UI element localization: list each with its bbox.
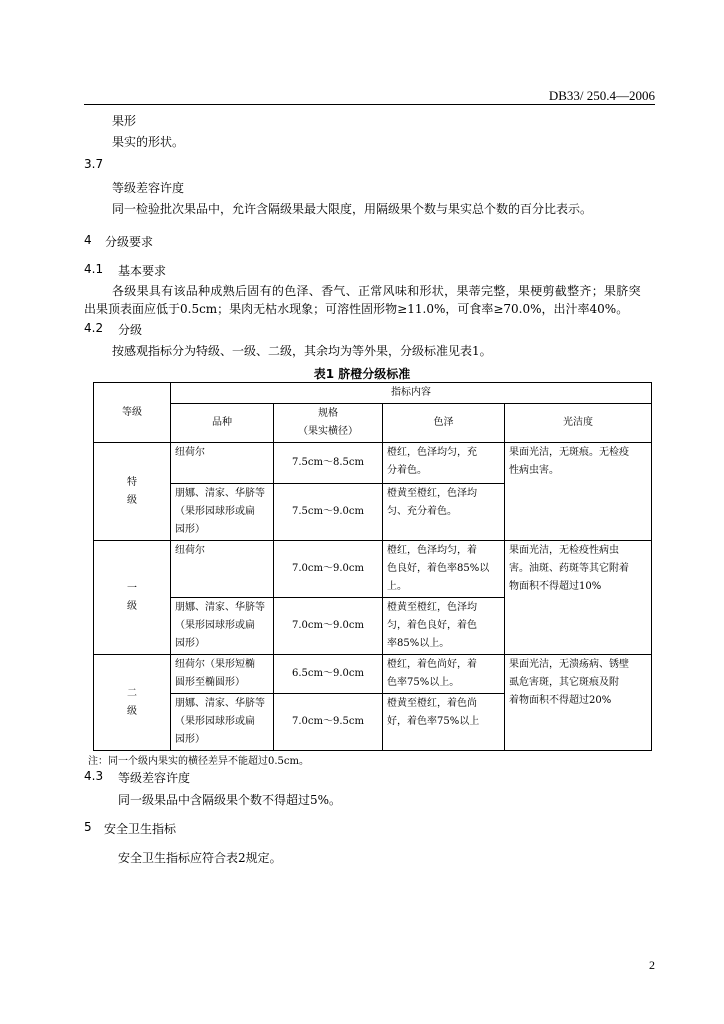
header-rule xyxy=(84,104,655,105)
section-4-3-title: 等级差容许度 xyxy=(118,771,191,785)
safety-paragraph: 安全卫生指标应符合表2规定。 xyxy=(118,851,282,865)
section-3-7-number: 3.7 xyxy=(84,157,104,171)
header-grade: 等级 xyxy=(94,383,171,443)
section-5-title: 安全卫生指标 xyxy=(104,822,177,836)
spec-cell: 7.5cm～9.0cm xyxy=(274,484,383,541)
variety-cell: 纽荷尔 xyxy=(171,541,274,598)
header-color: 色泽 xyxy=(383,404,505,443)
table-header-row-1 xyxy=(94,383,652,404)
color-cell: 橙黄至橙红，着色尚 好，着色率75%以上 xyxy=(383,694,505,751)
table-note: 注：同一个级内果实的横径差异不能超过0.5cm。 xyxy=(88,756,309,767)
header-spec: 规格 （果实横径） xyxy=(274,404,383,443)
spec-cell: 7.0cm～9.0cm xyxy=(274,541,383,598)
section-4-1-number: 4.1 xyxy=(84,262,104,276)
color-cell: 橙黄至橙红，色泽均 匀、充分着色。 xyxy=(383,484,505,541)
variety-cell: 纽荷尔 xyxy=(171,443,274,484)
variety-cell: 纽荷尔（果形短椭 圆形至椭圆形） xyxy=(171,655,274,694)
table-row xyxy=(94,443,652,484)
grade-cell: 特 级 xyxy=(94,443,171,541)
document-code: DB33/ 250.4—2006 xyxy=(548,88,655,103)
variety-cell: 朋娜、清家、华脐等 （果形园球形或扁 园形） xyxy=(171,484,274,541)
color-cell: 橙红，着色尚好，着 色率75%以上。 xyxy=(383,655,505,694)
finish-cell: 果面光洁，无斑痕。无检疫 性病虫害。 xyxy=(505,443,652,541)
variety-cell: 朋娜、清家、华脐等 （果形园球形或扁 园形） xyxy=(171,598,274,655)
section-5-number: 5 xyxy=(84,820,92,834)
header-variety: 品种 xyxy=(171,404,274,443)
spec-cell: 7.5cm～8.5cm xyxy=(274,443,383,484)
grade-cell: 二 级 xyxy=(94,655,171,751)
table-row xyxy=(94,541,652,598)
tolerance-paragraph: 同一级果品中含隔级果个数不得超过5%。 xyxy=(118,793,342,807)
table-header-row-2 xyxy=(94,404,652,443)
term-fruit-shape: 果形 xyxy=(112,114,137,128)
color-cell: 橙黄至橙红，色泽均 匀，着色良好，着色 率85%以上。 xyxy=(383,598,505,655)
finish-cell: 果面光洁，无溃疡病、锈壁 虱危害斑，其它斑痕及附 着物面积不得超过20% xyxy=(505,655,652,751)
section-4-3-number: 4.3 xyxy=(84,769,104,783)
header-finish: 光洁度 xyxy=(505,404,652,443)
grade-cell: 一 级 xyxy=(94,541,171,655)
color-cell: 橙红，色泽均匀，充 分着色。 xyxy=(383,443,505,484)
basic-requirements-line-1: 各级果具有该品种成熟后固有的色泽、香气、正常风味和形状，果蒂完整，果梗剪截整齐；果脐突 xyxy=(112,284,641,298)
finish-cell: 果面光洁，无检疫性病虫 害。油斑、药斑等其它附着 物面积不得超过10% xyxy=(505,541,652,655)
definition-fruit-shape: 果实的形状。 xyxy=(112,135,185,149)
definition-grade-tolerance: 同一检验批次果品中，允许含隔级果最大限度，用隔级果个数与果实总个数的百分比表示。 xyxy=(112,202,593,216)
section-4-number: 4 xyxy=(84,233,92,247)
grading-standard-table xyxy=(93,382,652,751)
variety-cell: 朋娜、清家、华脐等 （果形园球形或扁 园形） xyxy=(171,694,274,751)
page-number: 2 xyxy=(649,958,655,972)
section-4-2-number: 4.2 xyxy=(84,321,104,335)
color-cell: 橙红，色泽均匀，着 色良好，着色率85%以 上。 xyxy=(383,541,505,598)
term-grade-tolerance: 等级差容许度 xyxy=(112,181,185,195)
section-4-2-title: 分级 xyxy=(118,323,143,337)
header-indicator-content: 指标内容 xyxy=(171,383,652,404)
basic-requirements-line-2: 出果顶表面应低于0.5cm；果肉无枯水现象；可溶性固形物≥11.0%，可食率≥70.0%，出汁率40%。 xyxy=(84,302,629,316)
section-4-1-title: 基本要求 xyxy=(118,264,167,278)
table-1-caption: 表1 脐橙分级标准 xyxy=(313,367,411,381)
grading-paragraph: 按感观指标分为特级、一级、二级，其余均为等外果，分级标准见表1。 xyxy=(112,344,492,358)
spec-cell: 6.5cm～9.0cm xyxy=(274,655,383,694)
spec-cell: 7.0cm～9.5cm xyxy=(274,694,383,751)
section-4-title: 分级要求 xyxy=(105,235,154,249)
table-row xyxy=(94,655,652,694)
spec-cell: 7.0cm～9.0cm xyxy=(274,598,383,655)
